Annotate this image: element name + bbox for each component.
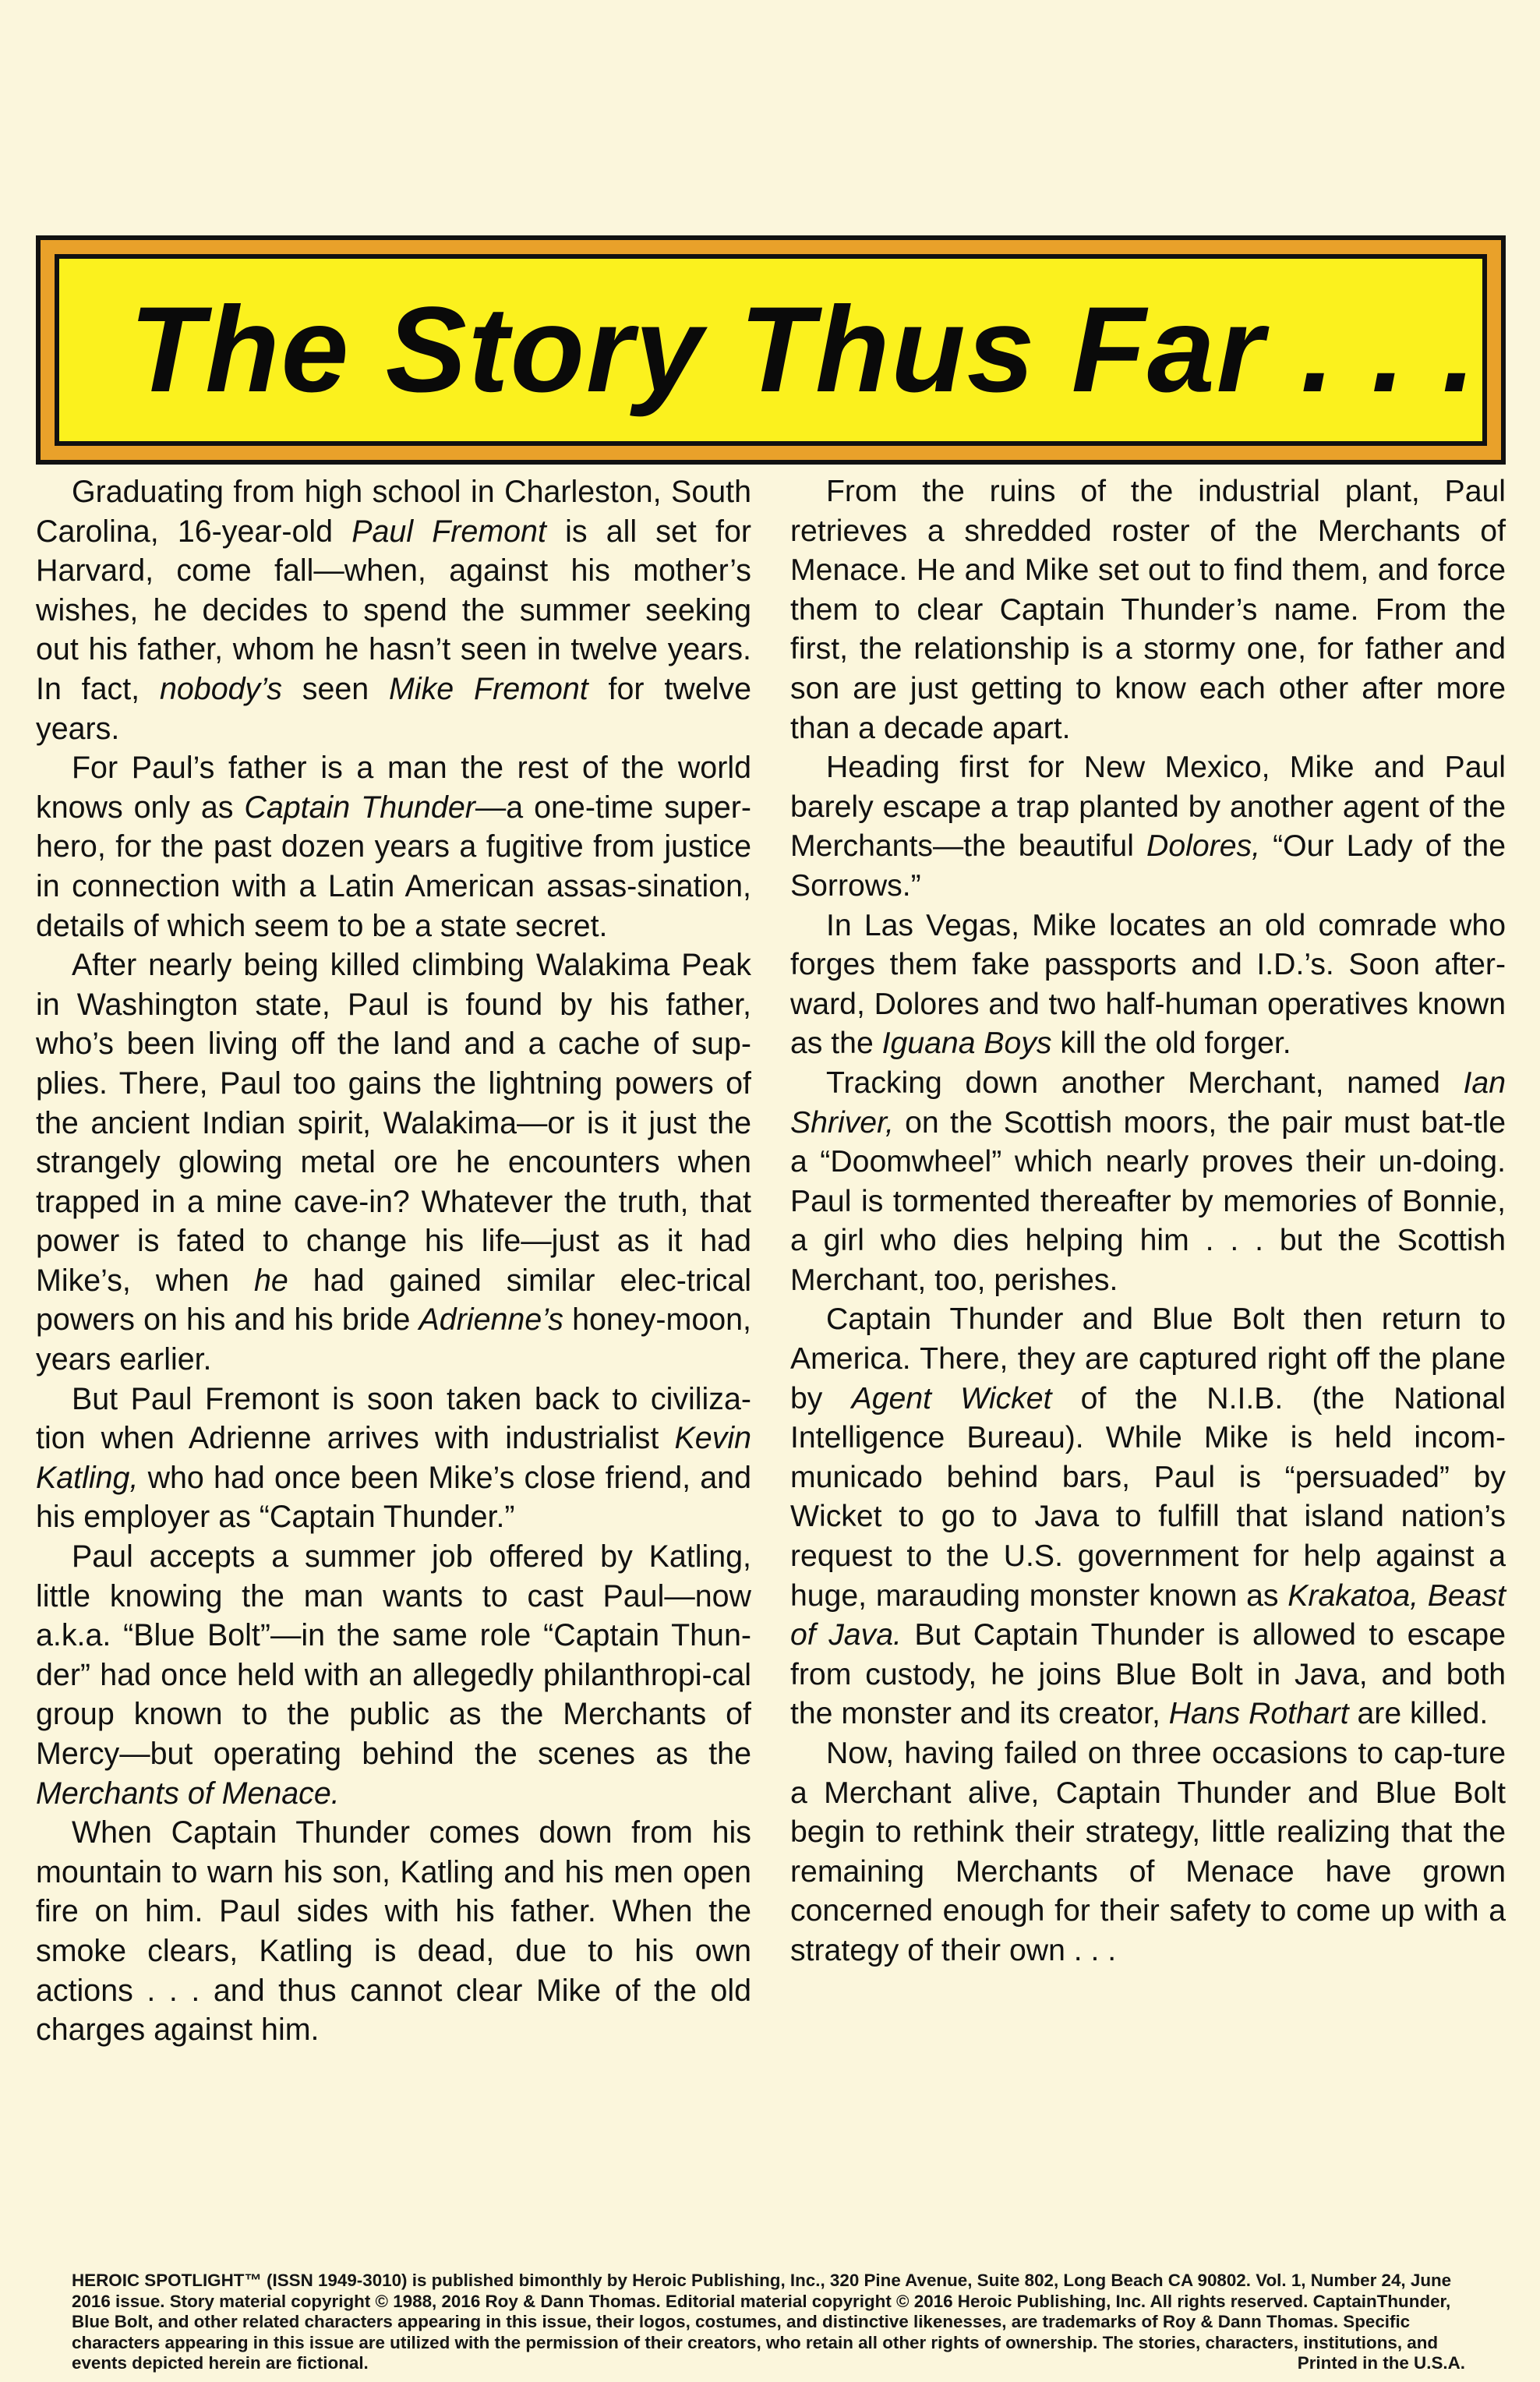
italic-name: Merchants of Menace. [36, 1776, 340, 1811]
paragraph: For Paul’s father is a man the rest of the world knows only as Captain Thunder—a one-time super-hero, for the past dozen years a fugitive from justice in connection with a Latin American assas-sination, details of which seem to be a state secret. [36, 751, 751, 943]
paragraph: When Captain Thunder comes down from his mountain to warn his son, Katling and his men open fire on him. Paul sides with his father. When the smoke clears, Katling is dead, due to his own actions . . . and thus cannot clear Mike of the old charges against him. [36, 1815, 751, 2048]
printed-in-usa: Printed in the U.S.A. [1297, 2353, 1465, 2373]
right-column [790, 472, 1506, 2031]
imprint-body: HEROIC SPOTLIGHT™ (ISSN 1949-3010) is published bimonthly by Heroic Publishing, Inc., 320 Pine Avenue, Suite 802, Long Beach CA 90802. Vol. 1, Number 24, June 2016 issue. Story material copyright © 1988, 2016 Roy & Dann Thomas. Editorial material copyright © 2016 Heroic Publishing, Inc. All rights reserved. CaptainThunder, Blue Bolt, and other related characters appearing in this issue, their logos, costumes, and distinctive likenesses, are trademarks of Roy & Dann Thomas. Specific characters appearing in this issue are utilized with the permission of their creators, who retain all other rights of ownership. The stories, characters, institutions, and events depicted herein are fictional. [72, 2271, 1452, 2373]
paragraph: Tracking down another Merchant, named Ian Shriver, on the Scottish moors, the pair must bat-tle a “Doomwheel” which nearly proves their un-doing. Paul is tormented thereafter by memories of Bonnie, a girl who dies helping him . . . but the Scottish Merchant, too, perishes. [790, 1066, 1506, 1297]
story-columns [36, 472, 1506, 2048]
publication-imprint [72, 2271, 1475, 2374]
title-banner [36, 235, 1506, 465]
italic-name: Captain Thunder [244, 790, 475, 825]
paragraph: From the ruins of the industrial plant, Paul retrieves a shredded roster of the Merchants of Menace. He and Mike set out to find them, and force them to clear Captain Thunder’s name. From the first, the relationship is a stormy one, for father and son are just getting to know each other after more than a decade apart. [790, 475, 1506, 745]
title-banner-inner [55, 254, 1487, 446]
paragraph: Paul accepts a summer job offered by Katling, little knowing the man wants to cast Paul—now a.k.a. “Blue Bolt”—in the same role “Captain Thun-der” had once held with an allegedly philanthropi-cal group known to the public as the Merchants of Mercy—but operating behind the scenes as the Merchants of Menace. [36, 1539, 751, 1811]
paragraph: After nearly being killed climbing Walakima Peak in Washington state, Paul is found by his father, who’s been living off the land and a cache of sup-plies. There, Paul too gains the lightning powers of the ancient Indian spirit, Walakima—or is it just the strangely glowing metal ore he encounters when trapped in a mine cave-in? Whatever the truth, that power is fated to change his life—just as it had Mike’s, when he had gained similar elec-trical powers on his and his bride Adrienne’s honey-moon, years earlier. [36, 948, 751, 1377]
italic-name: he [253, 1263, 288, 1298]
italic-name: Krakatoa, Beast of Java. [790, 1578, 1506, 1652]
italic-name: Paul Fremont [351, 514, 546, 549]
paragraph: Captain Thunder and Blue Bolt then return to America. There, they are captured right off the plane by Agent Wicket of the N.I.B. (the National Intelligence Bureau). While Mike is held incom-municado behind bars, Paul is “persuaded” by Wicket to go to Java to fulfill that island nation’s request to the U.S. government for help against a huge, marauding monster known as Krakatoa, Beast of Java. But Captain Thunder is allowed to escape from custody, he joins Blue Bolt in Java, and both the monster and its creator, Hans Rothart are killed. [790, 1302, 1506, 1731]
italic-name: Iguana Boys [881, 1027, 1052, 1061]
imprint-text [72, 2271, 1475, 2374]
italic-name: Kevin Katling, [36, 1421, 751, 1495]
italic-name: Dolores, [1146, 829, 1260, 864]
paragraph: Graduating from high school in Charleston, South Carolina, 16-year-old Paul Fremont is all set for Harvard, come fall—when, against his mother’s wishes, he decides to spend the summer seeking out his father, whom he hasn’t seen in twelve years. In fact, nobody’s seen Mike Fremont for twelve years. [36, 475, 751, 746]
italic-name: nobody’s [159, 671, 282, 706]
paragraph: In Las Vegas, Mike locates an old comrade who forges them fake passports and I.D.’s. Soon after-ward, Dolores and two half-human operatives known as the Iguana Boys kill the old forger. [790, 908, 1506, 1061]
italic-name: Adrienne’s [419, 1302, 563, 1338]
italic-name: Agent Wicket [851, 1381, 1052, 1415]
left-column [36, 472, 751, 2048]
paragraph: Heading first for New Mexico, Mike and Paul barely escape a trap planted by another agent of the Merchants—the beautiful Dolores, “Our Lady of the Sorrows.” [790, 751, 1506, 903]
italic-name: Mike Fremont [389, 671, 588, 706]
page-title: The Story Thus Far . . . [129, 281, 1478, 418]
paragraph: Now, having failed on three occasions to cap-ture a Merchant alive, Captain Thunder and Blue Bolt begin to rethink their strategy, little realizing that the remaining Merchants of Menace have grown concerned enough for their safety to come up with a strategy of their own . . . [790, 1737, 1506, 1967]
paragraph: But Paul Fremont is soon taken back to civiliza-tion when Adrienne arrives with industrialist Kevin Katling, who had once been Mike’s close friend, and his employer as “Captain Thunder.” [36, 1381, 751, 1535]
italic-name: Ian Shriver, [790, 1066, 1506, 1140]
italic-name: Hans Rothart [1168, 1697, 1349, 1731]
